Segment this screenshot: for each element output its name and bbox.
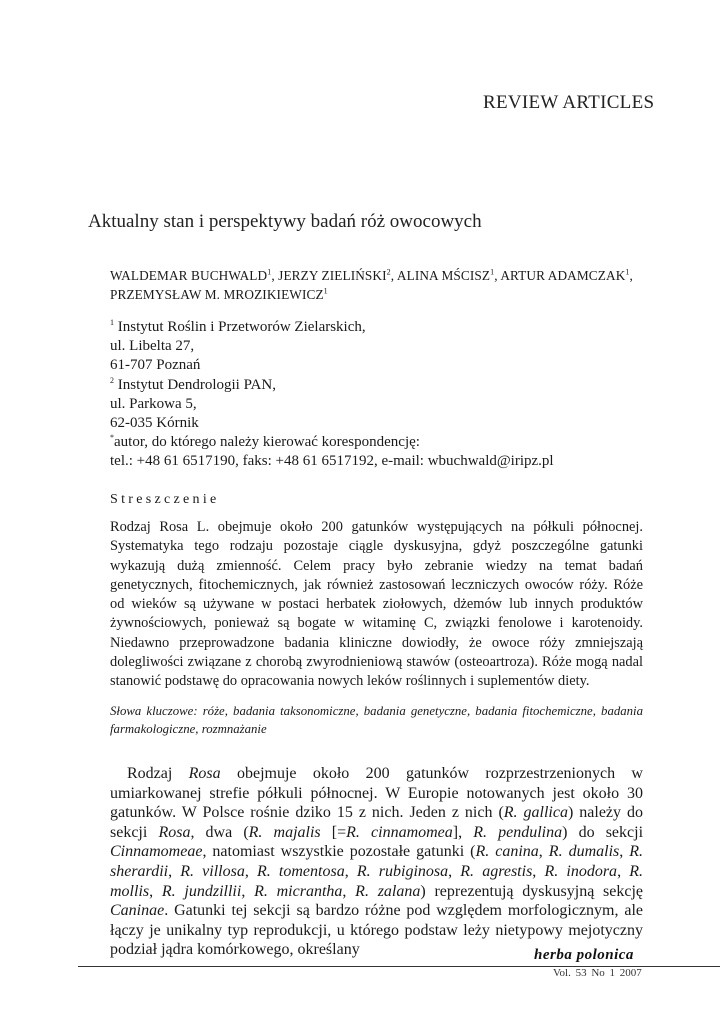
- volume-info: Vol. 53 No 1 2007: [553, 967, 642, 979]
- correspondence-note: *autor, do którego należy kierować korespondencję:: [110, 433, 420, 451]
- body-paragraph: Rodzaj Rosa obejmuje około 200 gatunków rozprzestrzenionych w umiarkowanej strefie półkuli północnej. W Europie notowanych jest około 30 gatunków. W Polsce rośnie dziko 15 z nich. Jeden z nich (R. gallica) należy do sekcji Rosa, dwa (R. majalis [=R. cinnamomea], R. pendulina) do sekcji Cinnamomeae, natomiast wszystkie pozostałe gatunki (R. canina, R. dumalis, R. sherardii, R. villosa, R. tomentosa, R. rubiginosa, R. agrestis, R. inodora, R. mollis, R. jundzillii, R. micrantha, R. zalana) reprezentują dyskusyjną sekcję Caninae. Gatunki tej sekcji są bardzo różne pod względem morfologicznym, ale łączy je unikalny typ reprodukcji, u którego podstaw leży nietypowy mejotyczny podział jądra komórkowego, określany: [110, 765, 644, 959]
- abstract-heading: Streszczenie: [110, 492, 220, 507]
- affiliation-line: 61-707 Poznań: [110, 357, 201, 374]
- affiliation-line: $^1$ Instytut Roślin i Przetworów Zielarskich,: [110, 318, 366, 335]
- abstract-text: Rodzaj Rosa L. obejmuje około 200 gatunków występujących na półkuli północnej. Systematyka tego rodzaju pozostaje ciągle dyskusyjna, gdyż poszczególne gatunki wykazują dużą zmienność. Celem pracy było zebranie wiedzy na temat badań genetycznych, fitochemicznych, jak również zastosowań leczniczych owoców róży. Róże od wieków są używane w postaci herbatek ziołowych, dżemów lub innych produktów żywnościowych, ponieważ są bogate w witaminę C, związki fenolowe i karotenoidy. Niedawno przeprowadzone badania kliniczne dowiodły, że owoce róży zmniejszają dolegliwości związane z chorobą zwyrodnieniową stawów (osteoartroza). Róże mogą nadal stanowić podstawę do opracowania nowych leków roślinnych i suplementów diety.: [110, 519, 643, 690]
- keywords: Słowa kluczowe: róże, badania taksonomiczne, badania genetyczne, badania fitochemiczne, badania farmakologiczne, rozmnażanie: [110, 704, 643, 736]
- affiliations: [110, 318, 670, 472]
- author-affil-mark: 1: [625, 267, 630, 277]
- author-name: PRZEMYSŁAW M. MROZIKIEWICZ: [110, 287, 324, 302]
- author-affil-mark: 2: [386, 267, 391, 277]
- author-name: ALINA MŚCISZ: [396, 268, 491, 283]
- author-affil-mark: 1: [490, 267, 495, 277]
- author-affil-mark: 1: [323, 286, 328, 296]
- affiliation-line: 62-035 Kórnik: [110, 415, 199, 432]
- affiliation-mark: 1: [110, 318, 114, 327]
- article-title: Aktualny stan i perspektywy badań róż owocowych: [88, 211, 482, 232]
- journal-logo: herba polonica: [534, 947, 634, 963]
- author-affil-mark: 1: [267, 267, 272, 277]
- author-name: WALDEMAR BUCHWALD: [110, 268, 268, 283]
- affiliation-line: ul. Parkowa 5,: [110, 395, 197, 412]
- affiliation-line: ul. Libelta 27,: [110, 338, 195, 355]
- correspondence-mark: *: [110, 433, 114, 443]
- affiliation-mark: 2: [110, 375, 114, 385]
- section-label: REVIEW ARTICLES: [483, 92, 655, 113]
- contact-line: tel.: +48 61 6517190, faks: +48 61 6517192, e-mail: wbuchwald@iripz.pl: [110, 453, 554, 470]
- author-name: ARTUR ADAMCZAK: [500, 268, 626, 283]
- author-name: JERZY ZIELIŃSKI: [278, 268, 387, 283]
- author-list: WALDEMAR BUCHWALD$^1$, JERZY ZIELIŃSKI$^2$, ALINA MŚCISZ$^1$, ARTUR ADAMCZAK$^1$, PRZEMYSŁAW M. MROZIKIEWICZ$^1$: [110, 267, 633, 302]
- body-text: [110, 764, 643, 960]
- affiliation-line: $^2$ Instytut Dendrologii PAN,: [110, 375, 276, 393]
